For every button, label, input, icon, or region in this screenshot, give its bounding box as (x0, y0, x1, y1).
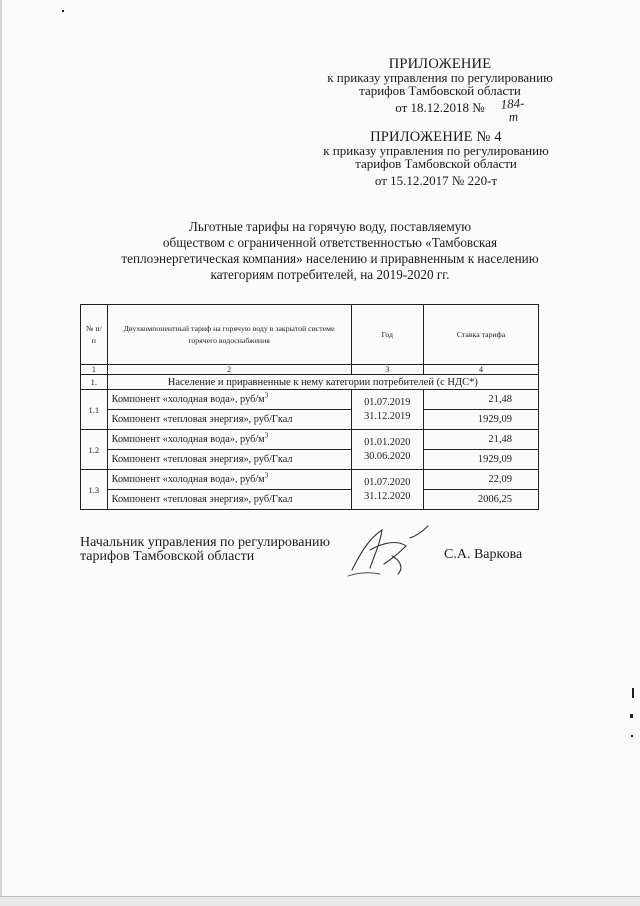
title-line: теплоэнергетическая компания» населению и приравненным к населению (121, 251, 539, 266)
heat-energy-rate: 1929,09 (423, 450, 538, 470)
period-cell: 01.07.2020 31.12.2020 (351, 470, 423, 510)
appendix-line: тарифов Тамбовской области (355, 156, 517, 171)
header-rate: Ставка тарифа (423, 305, 538, 365)
scan-mark (630, 714, 633, 718)
header-component: Двухкомпонентный тариф на горячую воду в закрытой системе горячего водоснабжения (107, 305, 351, 365)
appendix-header-previous (296, 131, 576, 187)
appendix-line: тарифов Тамбовской области (359, 83, 521, 98)
appendix-title: ПРИЛОЖЕНИЕ № 4 (370, 129, 502, 145)
period-cell: 01.07.2019 31.12.2019 (351, 390, 423, 430)
component-cold-water: Компонент «холодная вода», руб/$м^3$ (107, 390, 351, 410)
appendix-date-line: от 15.12.2017 № 220-т (374, 173, 498, 188)
table-row (81, 490, 539, 510)
period-cell: 01.01.2020 30.06.2020 (351, 430, 423, 470)
scan-mark (62, 10, 64, 12)
header-num: № п/п (81, 305, 108, 365)
row-num: 1.3 (81, 470, 108, 510)
scan-edge (0, 0, 2, 905)
title-line: Льготные тарифы на горячую воду, поставляемую (188, 219, 472, 234)
title-line: категориям потребителей, на 2019-2020 гг. (210, 267, 450, 282)
row-num: 1.1 (81, 390, 108, 430)
scan-mark (632, 688, 634, 698)
tariff-table (80, 304, 539, 510)
appendix-title: ПРИЛОЖЕНИЕ (388, 56, 492, 72)
table-row (81, 430, 539, 450)
appendix-line: к приказу управления по регулированию (323, 143, 549, 158)
table-category-row (81, 375, 539, 390)
table-row (81, 470, 539, 490)
table-row (81, 410, 539, 430)
heat-energy-rate: 2006,25 (423, 490, 538, 510)
signatory-name: С.А. Варкова (444, 547, 523, 562)
appendix-date-line: от 18.12.2018 № 184-т (395, 95, 526, 125)
component-heat-energy: Компонент «тепловая энергия», руб/Гкал (107, 490, 351, 510)
document-title (110, 219, 550, 283)
table-row (81, 390, 539, 410)
title-line: обществом с ограниченной ответственностью «Тамбовская (162, 235, 498, 250)
handwritten-number: 184-т (500, 95, 526, 125)
heat-energy-rate: 1929,09 (423, 410, 538, 430)
component-heat-energy: Компонент «тепловая энергия», руб/Гкал (107, 450, 351, 470)
row-num: 1.2 (81, 430, 108, 470)
appendix-line: к приказу управления по регулированию (327, 70, 553, 85)
table-header-row (81, 305, 539, 365)
signatory-position: Начальник управления по регулированию тарифов Тамбовской области (80, 535, 330, 564)
header-period: Год (351, 305, 423, 365)
category-label: Население и приравненные к нему категории потребителей (с НДС*) (107, 375, 538, 390)
appendix-header-current (300, 56, 580, 125)
table-row (81, 450, 539, 470)
table-index-row: 1 2 3 4 (81, 365, 539, 375)
component-cold-water: Компонент «холодная вода», руб/$м^3$ (107, 430, 351, 450)
cold-water-rate: 21,48 (423, 430, 538, 450)
handwritten-signature (340, 520, 440, 580)
component-heat-energy: Компонент «тепловая энергия», руб/Гкал (107, 410, 351, 430)
cold-water-rate: 21,48 (423, 390, 538, 410)
component-cold-water: Компонент «холодная вода», руб/$м^3$ (107, 470, 351, 490)
cold-water-rate: 22,09 (423, 470, 538, 490)
scan-mark (631, 735, 633, 737)
category-num: 1. (81, 375, 108, 390)
